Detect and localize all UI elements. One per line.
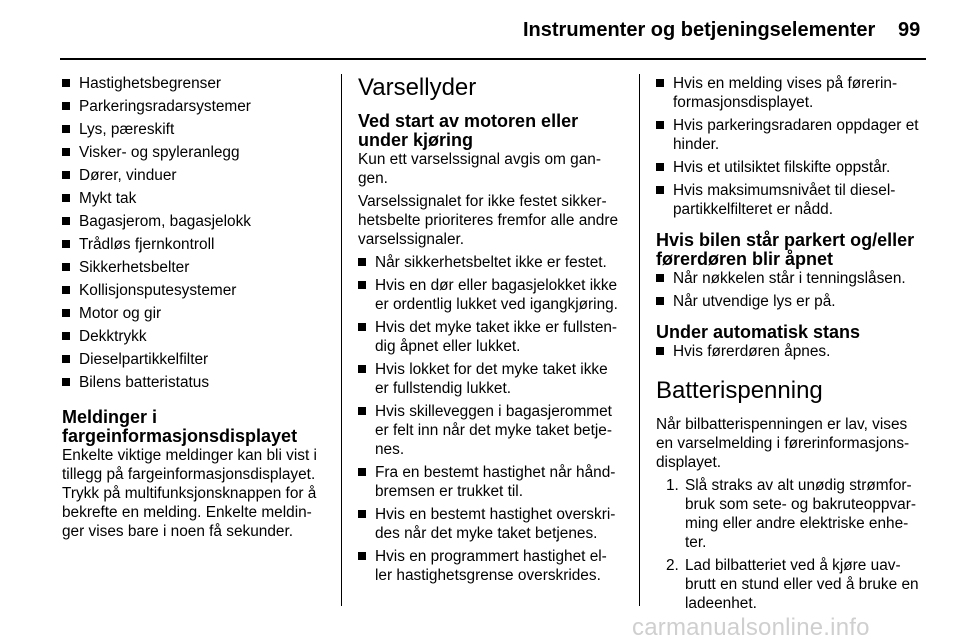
bullet-square-icon	[62, 217, 70, 225]
bullet-square-icon	[358, 258, 366, 266]
bullet-square-icon	[62, 102, 70, 110]
bullet-square-icon	[358, 281, 366, 289]
list-item: Kollisjonsputesystemer	[62, 281, 330, 300]
header-rule	[60, 58, 926, 60]
bullet-square-icon	[656, 163, 664, 171]
parked-list	[656, 269, 922, 311]
list-item: Hvis en dør eller bagasjelokket ikke er ordentlig lukket ved igangkjøring.	[358, 276, 622, 314]
list-item: Når utvendige lys er på.	[656, 292, 922, 311]
autostop-heading: Under automatisk stans	[656, 322, 861, 342]
bullet-square-icon	[656, 186, 664, 194]
list-item: Hvis en bestemt hastighet overskri-des når det myke taket betjenes.	[358, 505, 622, 543]
bullet-square-icon	[62, 355, 70, 363]
bullet-square-icon	[358, 407, 366, 415]
bullet-square-icon	[656, 297, 664, 305]
bullet-square-icon	[656, 79, 664, 87]
list-item: 1. Slå straks av alt unødig strømfor-bruk som sete- og bakruteoppvar-ming eller andre elektriske enhe-ter.	[666, 477, 916, 551]
bullet-square-icon	[62, 378, 70, 386]
list-item: Visker- og spyleranlegg	[62, 143, 330, 162]
parked-heading: Hvis bilen står parkert og/eller førerdøren blir åpnet	[656, 230, 915, 269]
list-item: Motor og gir	[62, 304, 330, 323]
bullet-square-icon	[62, 125, 70, 133]
column-divider-2	[639, 74, 640, 606]
bullet-square-icon	[62, 79, 70, 87]
list-item: Hvis parkeringsradaren oppdager et hinder.	[656, 116, 922, 154]
bullet-square-icon	[62, 194, 70, 202]
bullet-square-icon	[62, 263, 70, 271]
list-item: Fra en bestemt hastighet når hånd-bremsen er trukket til.	[358, 463, 622, 501]
messages-text: Enkelte viktige meldinger kan bli vist i tillegg på fargeinformasjonsdisplayet. Trykk på multifunksjonsknappen for å bekrefte en melding. Enkelte meldin-ger vises bare i noen få sekunder.	[62, 447, 317, 540]
bullet-square-icon	[358, 552, 366, 560]
list-item: Hvis maksimumsnivået til diesel-partikkelfilteret er nådd.	[656, 181, 922, 219]
warning-sound-list-continued	[656, 74, 922, 219]
list-item: Hvis en programmert hastighet el-ler hastighetsgrense overskrides.	[358, 547, 622, 585]
bullet-square-icon	[62, 148, 70, 156]
bullet-square-icon	[358, 468, 366, 476]
bullet-square-icon	[62, 286, 70, 294]
messages-heading: Meldinger i fargeinformasjonsdisplayet	[62, 407, 298, 446]
bullet-square-icon	[62, 309, 70, 317]
bullet-square-icon	[656, 274, 664, 282]
list-item: Mykt tak	[62, 189, 330, 208]
battery-steps	[656, 476, 922, 613]
bullet-square-icon	[358, 365, 366, 373]
header-title: Instrumenter og betjeningselementer	[523, 19, 876, 41]
bullet-square-icon	[656, 347, 664, 355]
list-item: Hastighetsbegrenser	[62, 74, 330, 93]
list-item: 2. Lad bilbatteriet ved å kjøre uav-brutt en stund eller ved å bruke en ladeenhet.	[666, 557, 919, 612]
watermark: carmanualsonline.info	[632, 614, 870, 641]
list-item: Hvis lokket for det myke taket ikke er fullstendig lukket.	[358, 360, 622, 398]
column-divider-1	[341, 74, 342, 606]
page-header	[0, 0, 960, 60]
list-item: Hvis førerdøren åpnes.	[656, 342, 922, 361]
bullet-square-icon	[62, 171, 70, 179]
column-3	[656, 74, 922, 617]
section-title-batterispenning: Batterispenning	[656, 377, 823, 404]
warning-sound-list	[358, 253, 622, 585]
bullet-square-icon	[358, 510, 366, 518]
list-item: Dører, vinduer	[62, 166, 330, 185]
start-heading: Ved start av motoren eller under kjøring	[358, 111, 579, 150]
bullet-square-icon	[358, 323, 366, 331]
paragraph: Kun ett varselssignal avgis om gan-gen.	[358, 151, 601, 187]
column-2	[358, 74, 622, 589]
list-item: Når nøkkelen står i tenningslåsen.	[656, 269, 922, 288]
list-item: Bilens batteristatus	[62, 373, 330, 392]
topic-list	[62, 74, 330, 392]
list-item: Bagasjerom, bagasjelokk	[62, 212, 330, 231]
page-number: 99	[898, 19, 921, 41]
list-item: Dekktrykk	[62, 327, 330, 346]
list-item: Hvis det myke taket ikke er fullsten-dig åpnet eller lukket.	[358, 318, 622, 356]
battery-text: Når bilbatterispenningen er lav, vises en varselmelding i førerinformasjons-displayet.	[656, 416, 910, 471]
bullet-square-icon	[62, 332, 70, 340]
list-item: Dieselpartikkelfilter	[62, 350, 330, 369]
autostop-list	[656, 342, 922, 361]
list-item: Trådløs fjernkontroll	[62, 235, 330, 254]
paragraph: Varselssignalet for ikke festet sikker-hetsbelte prioriteres fremfor alle andre varselssignaler.	[358, 193, 619, 248]
list-item: Når sikkerhetsbeltet ikke er festet.	[358, 253, 622, 272]
list-item: Lys, pæreskift	[62, 120, 330, 139]
list-item: Hvis en melding vises på førerin-formasjonsdisplayet.	[656, 74, 922, 112]
column-1	[62, 74, 330, 545]
list-item: Hvis skilleveggen i bagasjerommet er felt inn når det myke taket betje-nes.	[358, 402, 622, 459]
list-item: Sikkerhetsbelter	[62, 258, 330, 277]
list-item: Parkeringsradarsystemer	[62, 97, 330, 116]
list-item: Hvis et utilsiktet filskifte oppstår.	[656, 158, 922, 177]
section-title-varsellyder: Varsellyder	[358, 74, 477, 101]
bullet-square-icon	[62, 240, 70, 248]
bullet-square-icon	[656, 121, 664, 129]
